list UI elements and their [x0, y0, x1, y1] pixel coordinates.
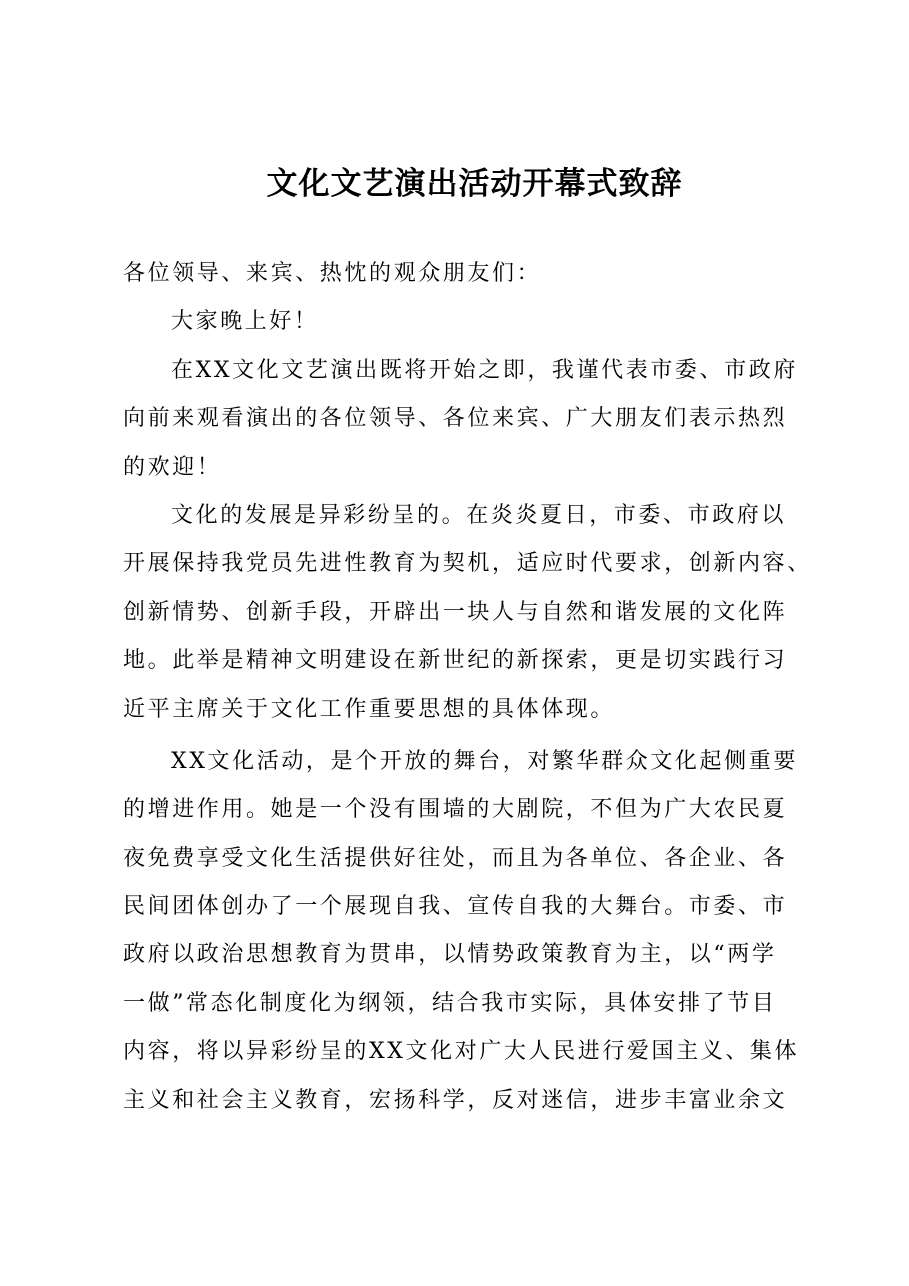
- document-title: 文化文艺演出活动开幕式致辞: [266, 166, 683, 202]
- body-line: 的欢迎！: [123, 454, 222, 480]
- body-line: 向前来观看演出的各位领导、各位来宾、广大朋友们表示热烈: [123, 406, 788, 432]
- body-line: 在XX文化文艺演出既将开始之即，我谨代表市委、市政府: [171, 357, 798, 383]
- body-line: 文化的发展是异彩纷呈的。在炎炎夏日，市委、市政府以: [171, 502, 787, 528]
- body-line: 内容，将以异彩纷呈的XX文化对广大人民进行爱国主义、集体: [123, 1039, 800, 1065]
- document-body: [123, 250, 813, 1125]
- body-line: 开展保持我党员先进性教育为契机，适应时代要求，创新内容、: [123, 551, 812, 577]
- body-line: 大家晚上好！: [171, 309, 319, 335]
- body-line: 一做”常态化制度化为纲领，结合我市实际，具体安排了节目: [123, 990, 777, 1016]
- body-line: 各位领导、来宾、热忱的观众朋友们：: [123, 261, 542, 286]
- body-line: 地。此举是精神文明建设在新世纪的新探索，更是切实践行习: [123, 648, 788, 674]
- body-line: 近平主席关于文化工作重要思想的具体体现。: [123, 696, 616, 722]
- body-line: XX文化活动，是个开放的舞台，对繁华群众文化起侧重要: [171, 748, 798, 774]
- body-line: 的增进作用。她是一个没有围墙的大剧院，不但为广大农民夏: [123, 797, 788, 823]
- body-line: 创新情势、创新手段，开辟出一块人与自然和谐发展的文化阵: [123, 599, 788, 625]
- body-line: 主义和社会主义教育，宏扬科学，反对迷信，进步丰富业余文: [123, 1087, 788, 1113]
- body-line: 政府以政治思想教育为贯串，以情势政策教育为主，以“两学: [123, 942, 777, 968]
- body-line: 夜免费享受文化生活提供好往处，而且为各单位、各企业、各: [123, 845, 788, 871]
- body-line: 民间团体创办了一个展现自我、宣传自我的大舞台。市委、市: [123, 894, 788, 920]
